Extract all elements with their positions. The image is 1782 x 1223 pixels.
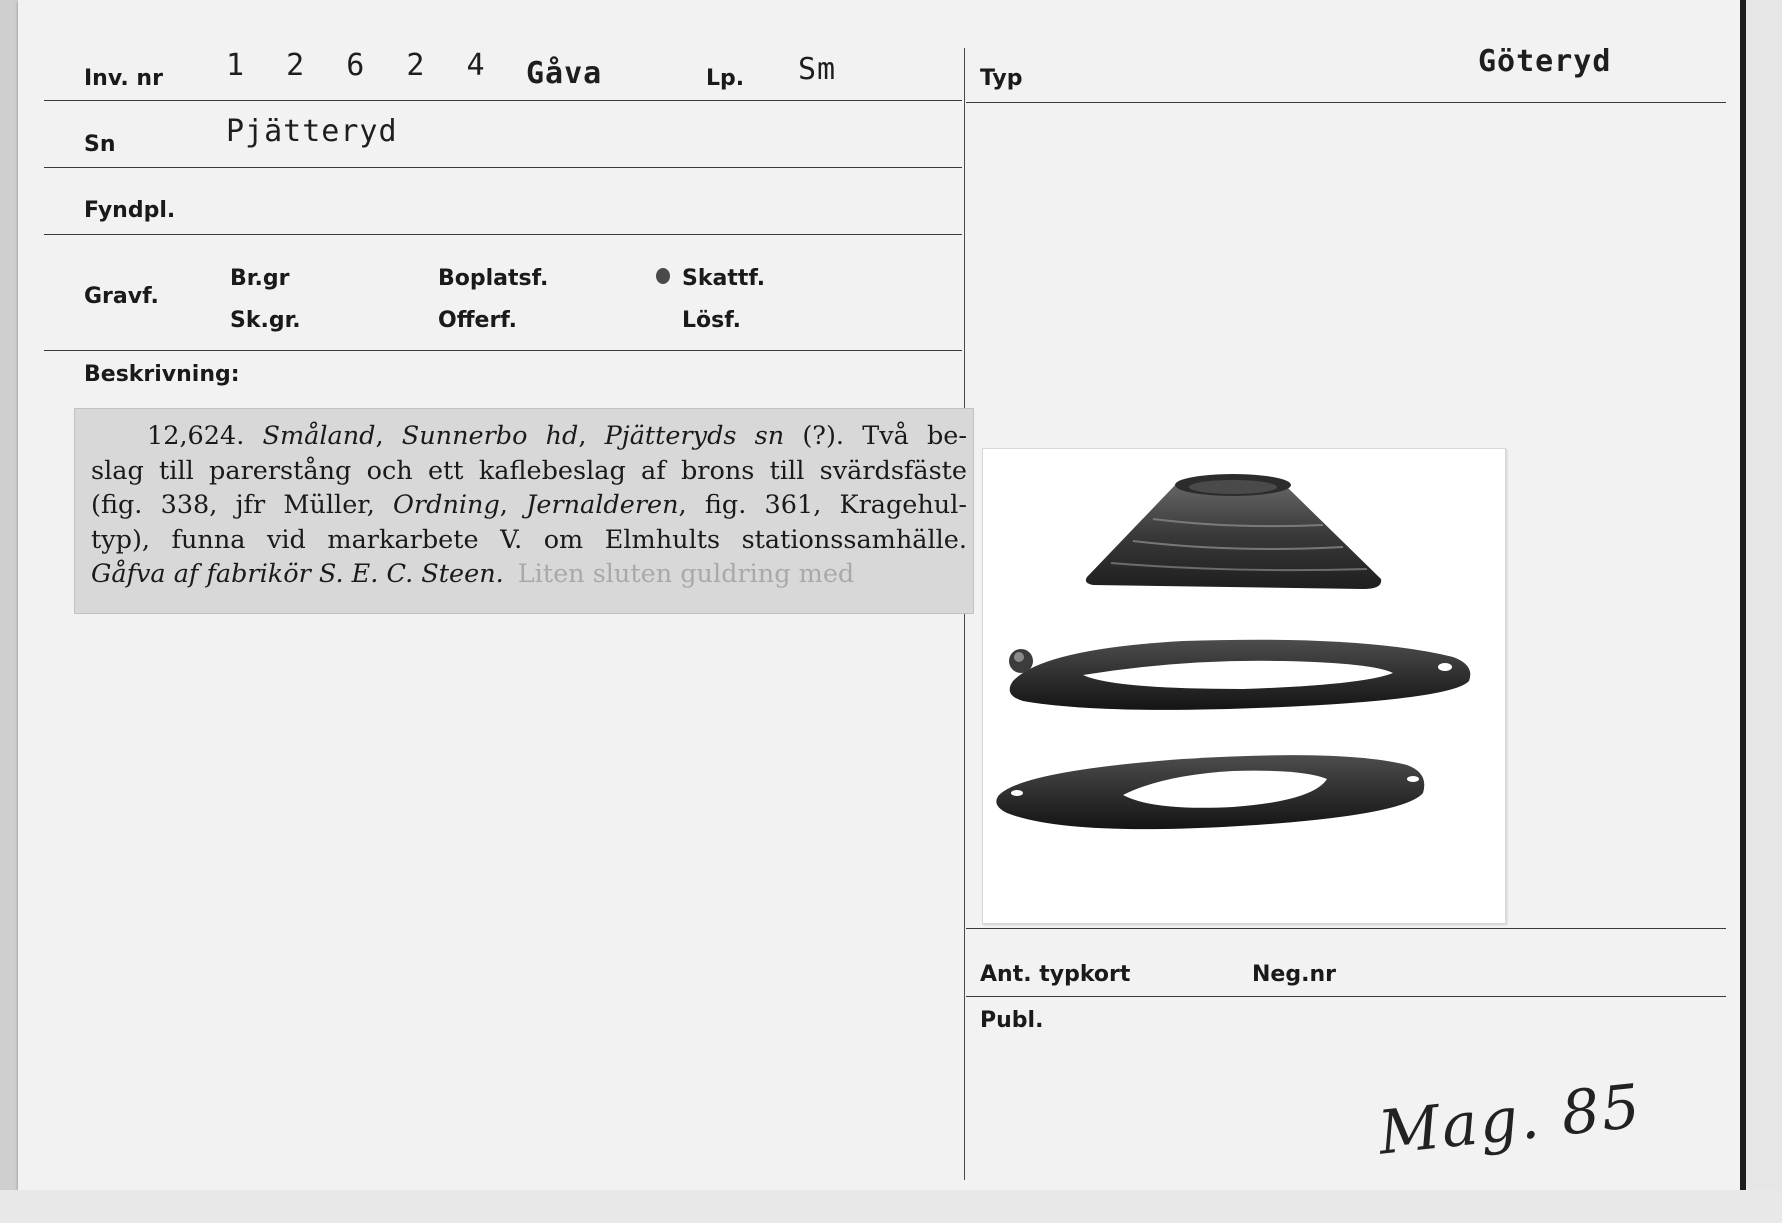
sn-value: Pjätteryd [226,114,398,149]
sk-gr-option: Sk.gr. [230,308,301,333]
boplatsf-option: Boplatsf. [438,266,549,291]
beskrivning-label: Beskrivning: [84,362,240,387]
losf-option: Lösf. [682,308,741,333]
artifact-illustration [983,449,1505,923]
handwritten-signature: Mag. 85 [1375,1071,1646,1169]
artifact-photograph [982,448,1506,924]
rule [966,996,1726,997]
acquisition-type: Gåva [526,56,603,91]
selected-dot-icon [656,268,670,284]
catalog-card [18,0,1746,1190]
column-divider [964,48,965,1180]
rule [44,167,962,168]
rule [966,928,1726,929]
description-clipping [74,408,974,614]
typ-value: Göteryd [1478,44,1612,79]
lp-label: Lp. [706,66,745,91]
gravf-label: Gravf. [84,284,159,309]
rule [44,100,962,101]
inv-nr-value: 1 2 6 2 4 [226,48,497,83]
guard-plate-shape [996,755,1424,829]
fyndpl-label: Fyndpl. [84,198,176,223]
neg-nr-label: Neg.nr [1252,962,1336,987]
description-line: 12,624. Småland, Sunnerbo hd, Pjätteryds sn (?). Två be- [147,421,968,451]
ant-typkort-label: Ant. typkort [980,962,1131,987]
br-gr-option: Br.gr [230,266,290,291]
bleed-through-text: Liten sluten guldring med [517,559,855,589]
guard-plate-shape [1009,640,1470,710]
description-line: typ), funna vid markarbete V. om Elmhults stationssamhälle. [91,524,967,555]
background-edge [1746,0,1782,1223]
rule [44,234,962,235]
lp-value: Sm [798,52,837,87]
offerf-option: Offerf. [438,308,518,333]
sn-label: Sn [84,132,116,157]
rule [44,350,962,351]
typ-label: Typ [980,66,1023,91]
inv-nr-label: Inv. nr [84,66,163,91]
description-line: (fig. 338, jfr Müller, Ordning, Jernalderen, fig. 361, Kragehul- [91,490,967,520]
skattf-option: Skattf. [682,266,766,291]
publ-label: Publ. [980,1008,1044,1033]
description-line: slag till parerstång och ett kaflebeslag af brons till svärdsfäste [91,455,967,486]
background-strip [0,1190,1782,1223]
grip-ferrule-shape [1086,474,1381,589]
rule [966,102,1726,103]
description-line: Gåfva af fabrikör S. E. C. Steen. Liten sluten guldring med [91,559,855,589]
